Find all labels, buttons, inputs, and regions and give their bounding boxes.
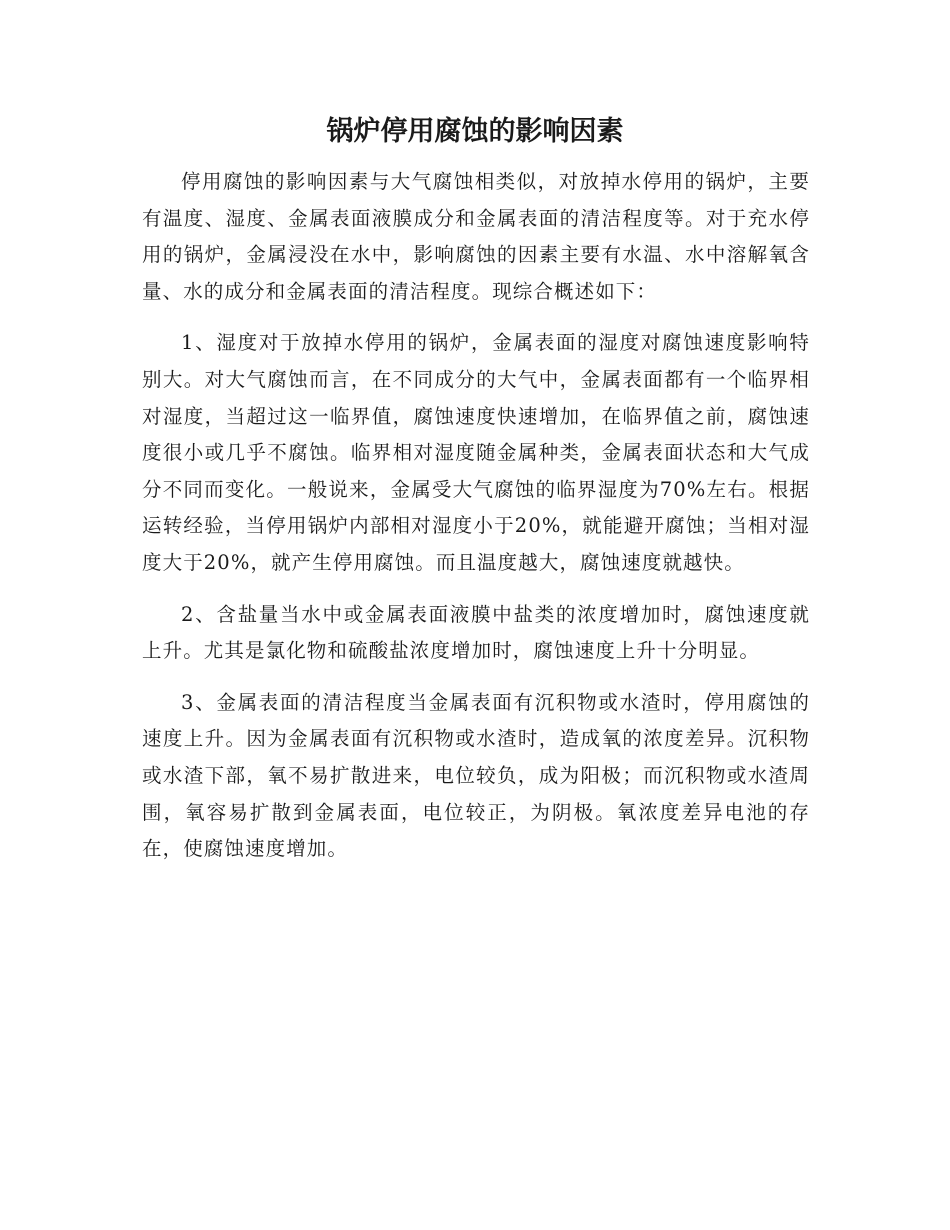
- document-title: 锅炉停用腐蚀的影响因素: [326, 116, 624, 147]
- paragraph-humidity: 1、湿度对于放掉水停用的锅炉，金属表面的湿度对腐蚀速度影响特别大。对大气腐蚀而言，在不同成分的大气中，金属表面都有一个临界相对湿度，当超过这一临界值，腐蚀速度快速增加，在临界值之前，腐蚀速度很小或几乎不腐蚀。临界相对湿度随金属种类，金属表面状态和大气成分不同而变化。一般说来，金属受大气腐蚀的临界湿度为70%左右。根据运转经验，当停用锅炉内部相对湿度小于20%，就能避开腐蚀；当相对湿度大于20%，就产生停用腐蚀。而且温度越大，腐蚀速度就越快。: [142, 331, 810, 574]
- paragraph-salt-content: 2、含盐量当水中或金属表面液膜中盐类的浓度增加时，腐蚀速度就上升。尤其是氯化物和硫酸盐浓度增加时，腐蚀速度上升十分明显。: [142, 602, 810, 663]
- document-body: [142, 164, 810, 883]
- paragraph-surface-cleanliness: 3、金属表面的清洁程度当金属表面有沉积物或水渣时，停用腐蚀的速度上升。因为金属表面有沉积物或水渣时，造成氧的浓度差异。沉积物或水渣下部，氧不易扩散进来，电位较负，成为阳极；而沉积物或水渣周围，氧容易扩散到金属表面，电位较正，为阴极。氧浓度差异电池的存在，使腐蚀速度增加。: [142, 690, 810, 861]
- paragraph-intro: 停用腐蚀的影响因素与大气腐蚀相类似，对放掉水停用的锅炉，主要有温度、湿度、金属表面液膜成分和金属表面的清洁程度等。对于充水停用的锅炉，金属浸没在水中，影响腐蚀的因素主要有水温、水中溶解氧含量、水的成分和金属表面的清洁程度。现综合概述如下：: [142, 170, 810, 303]
